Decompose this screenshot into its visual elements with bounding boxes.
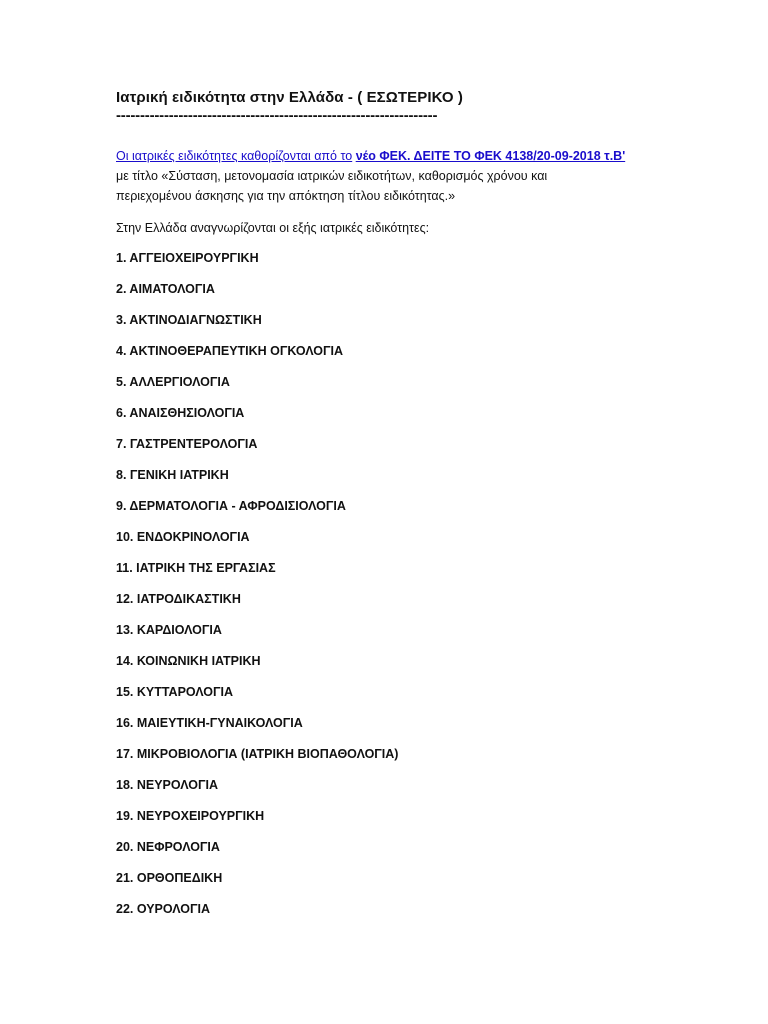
intro-line-3: περιεχομένου άσκησης για την απόκτηση τίτλου ειδικότητας.» xyxy=(116,189,456,203)
specialty-item: 15. ΚΥΤΤΑΡΟΛΟΓΙΑ xyxy=(116,685,234,699)
specialty-item: 1. ΑΓΓΕΙΟΧΕΙΡΟΥΡΓΙΚΗ xyxy=(116,251,259,265)
specialty-item: 4. ΑΚΤΙΝΟΘΕΡΑΠΕΥΤΙΚΗ ΟΓΚΟΛΟΓΙΑ xyxy=(116,344,343,358)
specialty-item: 3. ΑΚΤΙΝΟΔΙΑΓΝΩΣΤΙΚΗ xyxy=(116,313,262,327)
specialty-item: 13. ΚΑΡΔΙΟΛΟΓΙΑ xyxy=(116,623,222,637)
specialty-item: 2. ΑΙΜΑΤΟΛΟΓΙΑ xyxy=(116,282,215,296)
specialty-item: 11. ΙΑΤΡΙΚΗ ΤΗΣ ΕΡΓΑΣΙΑΣ xyxy=(116,561,276,575)
specialty-item: 7. ΓΑΣΤΡΕΝΤΕΡΟΛΟΓΙΑ xyxy=(116,437,258,451)
document-content xyxy=(116,88,676,930)
specialty-item: 22. ΟΥΡΟΛΟΓΙΑ xyxy=(116,902,211,916)
specialty-item: 14. ΚΟΙΝΩΝΙΚΗ ΙΑΤΡΙΚΗ xyxy=(116,654,261,668)
intro-line-1 xyxy=(116,146,676,166)
specialty-item: 16. ΜΑΙΕΥΤΙΚΗ-ΓΥΝΑΙΚΟΛΟΓΙΑ xyxy=(116,716,303,730)
specialty-item: 9. ΔΕΡΜΑΤΟΛΟΓΙΑ - ΑΦΡΟΔΙΣΙΟΛΟΓΙΑ xyxy=(116,499,346,513)
specialty-item: 18. ΝΕΥΡΟΛΟΓΙΑ xyxy=(116,778,219,792)
specialties-list xyxy=(116,248,676,930)
specialty-item: 17. ΜΙΚΡΟΒΙΟΛΟΓΙΑ (ΙΑΤΡΙΚΗ ΒΙΟΠΑΘΟΛΟΓΙΑ) xyxy=(116,747,399,761)
specialty-item: 8. ΓΕΝΙΚΗ ΙΑΤΡΙΚΗ xyxy=(116,468,229,482)
fek-document-link[interactable]: νέο ΦΕΚ. ΔΕΙΤΕ ΤΟ ΦΕΚ 4138/20-09-2018 τ.Β' xyxy=(355,149,626,163)
fek-intro-link[interactable]: Οι ιατρικές ειδικότητες καθορίζονται από το xyxy=(116,149,353,163)
specialty-item: 21. ΟΡΘΟΠΕΔΙΚΗ xyxy=(116,871,223,885)
intro-line-2: με τίτλο «Σύσταση, μετονομασία ιατρικών ειδικοτήτων, καθορισμός χρόνου και xyxy=(116,169,548,183)
intro-paragraph xyxy=(116,146,676,206)
specialty-item: 5. ΑΛΛΕΡΓΙΟΛΟΓΙΑ xyxy=(116,375,230,389)
specialty-item: 10. ΕΝΔΟΚΡΙΝΟΛΟΓΙΑ xyxy=(116,530,250,544)
title-divider: ------------------------------------------------------------------- xyxy=(116,108,438,124)
specialty-item: 19. ΝΕΥΡΟΧΕΙΡΟΥΡΓΙΚΗ xyxy=(116,809,265,823)
specialty-item: 12. ΙΑΤΡΟΔΙΚΑΣΤΙΚΗ xyxy=(116,592,241,606)
page-title: Ιατρική ειδικότητα στην Ελλάδα - ( ΕΣΩΤΕΡΙΚΟ ) xyxy=(116,89,464,106)
specialty-item: 6. ΑΝΑΙΣΘΗΣΙΟΛΟΓΙΑ xyxy=(116,406,245,420)
specialty-item: 20. ΝΕΦΡΟΛΟΓΙΑ xyxy=(116,840,220,854)
specialties-lead: Στην Ελλάδα αναγνωρίζονται οι εξής ιατρικές ειδικότητες: xyxy=(116,221,430,235)
